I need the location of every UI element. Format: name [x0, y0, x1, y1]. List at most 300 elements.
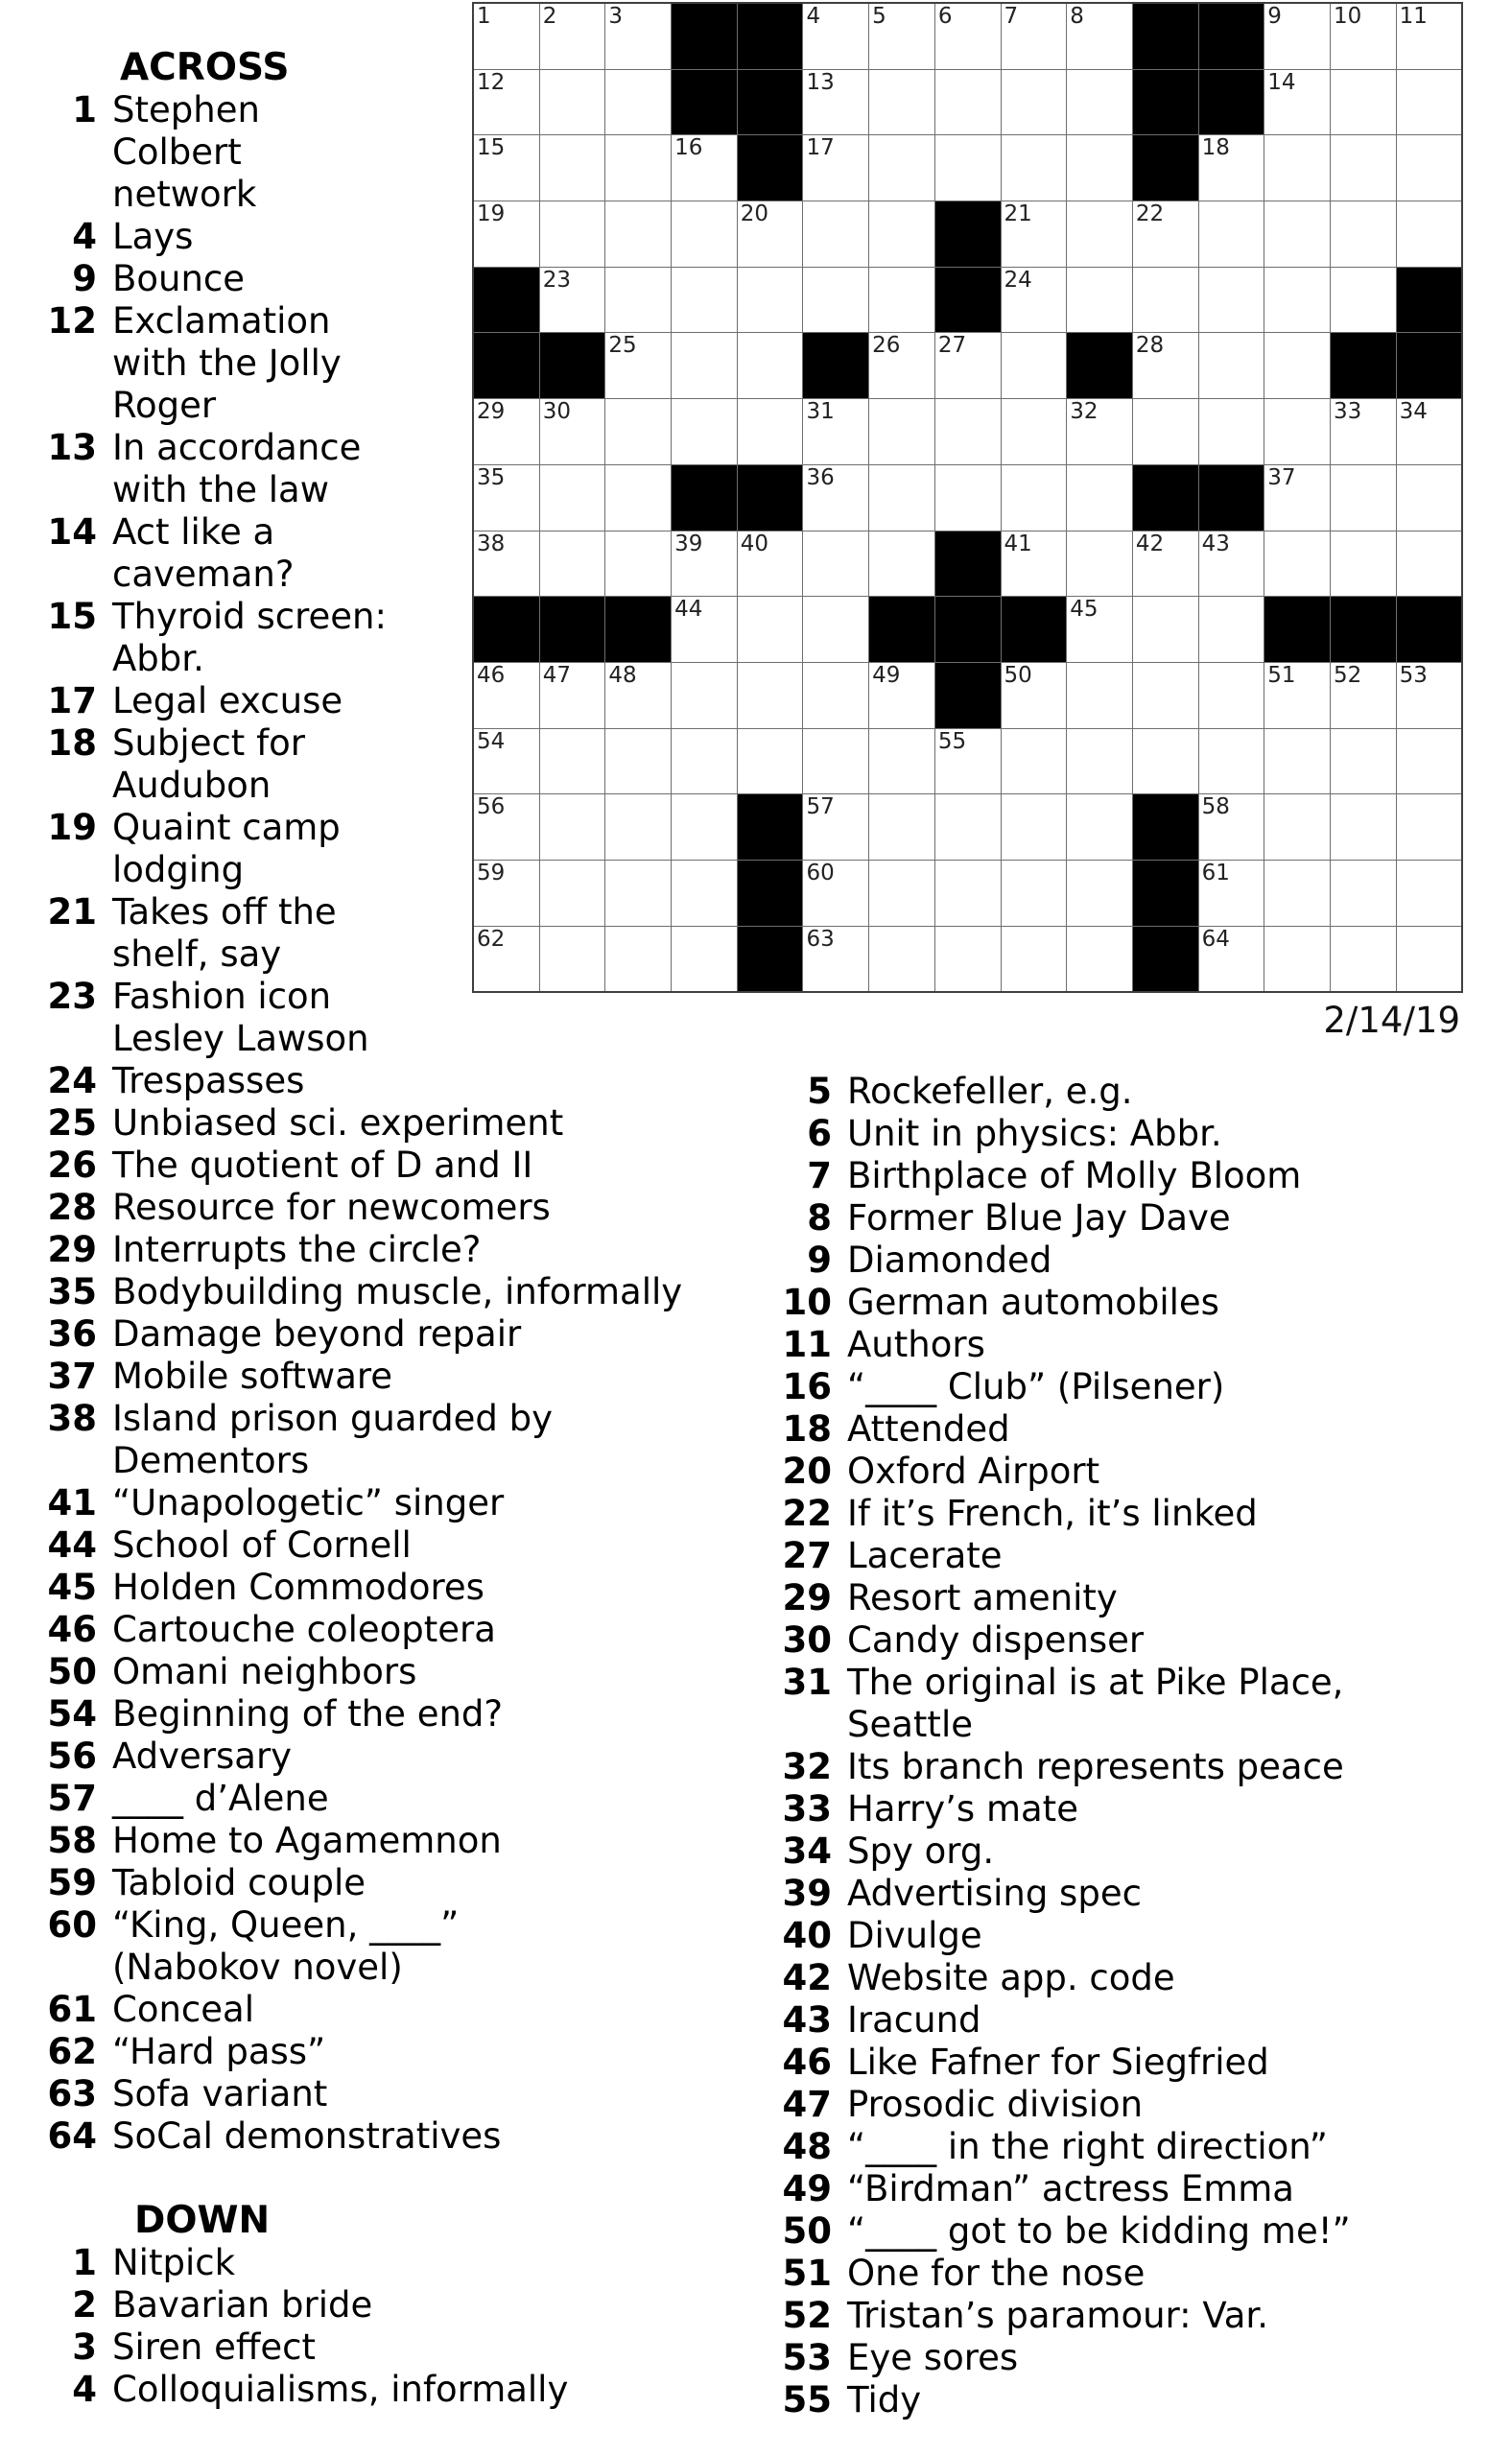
grid-cell[interactable]: [803, 794, 868, 860]
cell-number: 7: [1004, 4, 1019, 29]
grid-cell[interactable]: [803, 4, 868, 69]
grid-cell[interactable]: [1199, 268, 1264, 333]
grid-cell[interactable]: [935, 465, 1001, 531]
clue-number: 39: [782, 1873, 832, 1914]
grid-cell[interactable]: [803, 531, 868, 597]
clue-item: [720, 2295, 1351, 2337]
clue-text: Divulge: [847, 1915, 982, 1956]
grid-cell[interactable]: [1331, 268, 1396, 333]
grid-cell[interactable]: [1199, 333, 1264, 398]
grid-cell[interactable]: [1002, 70, 1067, 135]
grid-cell[interactable]: [1331, 663, 1396, 728]
clue-number: 34: [782, 1830, 832, 1872]
clue-number: 37: [47, 1356, 97, 1397]
grid-cell[interactable]: [1397, 927, 1462, 992]
clue-item: [0, 680, 682, 722]
cell-number: 25: [608, 333, 637, 359]
grid-cell[interactable]: [1133, 399, 1198, 464]
grid-cell-black: [1133, 861, 1198, 926]
across-clue-list: [0, 89, 682, 2158]
clue-text: “Unapologetic” singer: [112, 1482, 505, 1523]
grid-cell[interactable]: [738, 201, 803, 267]
clue-text: German automobiles: [847, 1282, 1219, 1323]
grid-cell[interactable]: [1002, 268, 1067, 333]
cell-number: 35: [477, 464, 506, 490]
grid-cell[interactable]: [1264, 333, 1330, 398]
grid-cell[interactable]: [1199, 729, 1264, 794]
grid-cell[interactable]: [1397, 794, 1462, 860]
grid-cell[interactable]: [1397, 135, 1462, 201]
grid-cell[interactable]: [1264, 201, 1330, 267]
clue-number: 9: [807, 1240, 832, 1281]
grid-cell[interactable]: [869, 135, 934, 201]
grid-cell[interactable]: [1133, 663, 1198, 728]
grid-cell[interactable]: [1331, 729, 1396, 794]
grid-cell[interactable]: [803, 465, 868, 531]
grid-cell[interactable]: [1067, 794, 1132, 860]
clue-number: 55: [782, 2379, 832, 2421]
grid-cell-black: [1397, 597, 1462, 662]
grid-cell[interactable]: [1002, 465, 1067, 531]
grid-cell[interactable]: [869, 927, 934, 992]
grid-cell[interactable]: [1002, 135, 1067, 201]
clue-text: Eye sores: [847, 2337, 1019, 2378]
grid-cell-black: [738, 70, 803, 135]
clue-text: Former Blue Jay Dave: [847, 1197, 1231, 1239]
grid-cell[interactable]: [935, 399, 1001, 464]
grid-cell[interactable]: [1002, 729, 1067, 794]
grid-cell[interactable]: [1199, 794, 1264, 860]
clue-text: Trespasses: [112, 1060, 305, 1101]
clue-number: 40: [782, 1915, 832, 1956]
grid-cell[interactable]: [1133, 201, 1198, 267]
grid-cell[interactable]: [869, 531, 934, 597]
grid-cell[interactable]: [1397, 465, 1462, 531]
grid-cell[interactable]: [1002, 861, 1067, 926]
clue-item: [720, 1619, 1351, 1662]
clue-number: 45: [47, 1567, 97, 1608]
clue-item: [0, 976, 682, 1060]
grid-cell[interactable]: [738, 597, 803, 662]
clue-number: 38: [47, 1398, 97, 1439]
grid-cell[interactable]: [1264, 861, 1330, 926]
clue-number: 49: [782, 2168, 832, 2209]
clue-item: [720, 1788, 1351, 1830]
grid-cell[interactable]: [1397, 861, 1462, 926]
clue-number: 10: [782, 1282, 832, 1323]
grid-cell-black: [1331, 333, 1396, 398]
grid-cell[interactable]: [1067, 268, 1132, 333]
clue-number: 19: [47, 807, 97, 848]
clue-text: Stephen Colbert network: [112, 89, 260, 215]
grid-cell[interactable]: [803, 70, 868, 135]
cell-number: 30: [542, 399, 571, 425]
grid-cell[interactable]: [1264, 465, 1330, 531]
clue-item: [0, 2073, 682, 2115]
clue-item: [0, 258, 682, 300]
grid-cell-black: [1331, 597, 1396, 662]
clue-text: Cartouche coleoptera: [112, 1609, 496, 1650]
grid-cell[interactable]: [1067, 70, 1132, 135]
grid-cell[interactable]: [869, 268, 934, 333]
clue-number: 32: [782, 1746, 832, 1787]
grid-cell[interactable]: [1199, 399, 1264, 464]
clue-text: Lays: [112, 216, 194, 257]
grid-cell[interactable]: [869, 201, 934, 267]
clue-text: Colloquialisms, informally: [112, 2369, 569, 2410]
clue-number: 51: [782, 2253, 832, 2294]
clue-text: Resource for newcomers: [112, 1187, 551, 1228]
grid-cell[interactable]: [803, 663, 868, 728]
clue-text: The original is at Pike Place, Seattle: [847, 1662, 1344, 1745]
clue-number: 26: [47, 1145, 97, 1186]
cell-number: 33: [1333, 399, 1362, 425]
grid-cell[interactable]: [935, 4, 1001, 69]
grid-cell[interactable]: [869, 465, 934, 531]
grid-cell[interactable]: [1067, 861, 1132, 926]
clue-text: Oxford Airport: [847, 1451, 1100, 1492]
cell-number: 1: [477, 4, 491, 29]
clue-number: 50: [47, 1651, 97, 1692]
grid-cell[interactable]: [1264, 70, 1330, 135]
grid-cell[interactable]: [935, 729, 1001, 794]
grid-cell-black: [1002, 597, 1067, 662]
grid-cell[interactable]: [1264, 268, 1330, 333]
clue-number: 4: [72, 216, 97, 257]
clue-text: Attended: [847, 1408, 1010, 1450]
clue-number: 3: [72, 2326, 97, 2368]
grid-cell[interactable]: [1264, 729, 1330, 794]
clue-item: [720, 1282, 1351, 1324]
grid-cell-black: [738, 135, 803, 201]
clue-number: 8: [807, 1197, 832, 1239]
grid-cell[interactable]: [1067, 4, 1132, 69]
clue-item: [720, 2084, 1351, 2126]
grid-cell-black: [1199, 465, 1264, 531]
clue-number: 57: [47, 1778, 97, 1819]
cell-number: 6: [937, 4, 953, 29]
clue-number: 56: [47, 1736, 97, 1777]
cell-number: 60: [806, 860, 835, 886]
grid-cell[interactable]: [1331, 927, 1396, 992]
clue-text: Unit in physics: Abbr.: [847, 1113, 1222, 1154]
clue-number: 48: [782, 2126, 832, 2167]
grid-cell[interactable]: [1397, 4, 1462, 69]
cell-number: 8: [1070, 4, 1084, 29]
clue-item: [0, 1060, 682, 1102]
grid-cell-black: [738, 927, 803, 992]
grid-cell[interactable]: [1067, 135, 1132, 201]
cell-number: 46: [477, 662, 506, 688]
grid-cell[interactable]: [1133, 597, 1198, 662]
clue-number: 46: [47, 1609, 97, 1650]
grid-cell-black: [935, 201, 1001, 267]
grid-cell[interactable]: [935, 861, 1001, 926]
grid-cell-black: [1199, 4, 1264, 69]
grid-cell[interactable]: [1002, 531, 1067, 597]
down-left-clue-list: [0, 2242, 682, 2411]
clue-item: [720, 1999, 1351, 2042]
grid-cell[interactable]: [1397, 729, 1462, 794]
grid-cell[interactable]: [1133, 333, 1198, 398]
grid-cell[interactable]: [1199, 531, 1264, 597]
clue-text: Bounce: [112, 258, 246, 299]
grid-cell[interactable]: [803, 135, 868, 201]
grid-cell[interactable]: [803, 861, 868, 926]
clue-item: [0, 1989, 682, 2031]
grid-cell[interactable]: [935, 135, 1001, 201]
grid-cell[interactable]: [803, 399, 868, 464]
grid-cell[interactable]: [1264, 4, 1330, 69]
clue-item: [0, 216, 682, 258]
cell-number: 53: [1399, 662, 1428, 688]
clue-item: [720, 1830, 1351, 1873]
clue-number: 63: [47, 2073, 97, 2114]
clue-item: [720, 1746, 1351, 1788]
clue-number: 14: [47, 511, 97, 553]
clue-number: 24: [47, 1060, 97, 1101]
clue-number: 1: [72, 89, 97, 130]
clue-number: 11: [782, 1324, 832, 1365]
clue-item: [0, 1145, 682, 1187]
clue-item: [0, 1778, 682, 1820]
cell-number: 42: [1135, 531, 1165, 556]
grid-cell[interactable]: [1331, 794, 1396, 860]
cell-number: 31: [806, 399, 835, 425]
grid-cell[interactable]: [869, 663, 934, 728]
grid-cell[interactable]: [1331, 861, 1396, 926]
grid-cell[interactable]: [1133, 729, 1198, 794]
grid-cell[interactable]: [803, 729, 868, 794]
grid-cell[interactable]: [1331, 201, 1396, 267]
grid-cell[interactable]: [935, 333, 1001, 398]
grid-cell[interactable]: [803, 268, 868, 333]
grid-cell-black: [1133, 465, 1198, 531]
cell-number: 9: [1267, 4, 1282, 29]
grid-cell[interactable]: [869, 333, 934, 398]
cell-number: 37: [1267, 464, 1296, 490]
cell-number: 12: [477, 69, 506, 95]
grid-cell[interactable]: [1133, 531, 1198, 597]
clue-number: 20: [782, 1451, 832, 1492]
clue-item: [0, 1229, 682, 1271]
cell-number: 54: [477, 728, 506, 754]
clue-text: Conceal: [112, 1989, 254, 2030]
grid-cell[interactable]: [1397, 201, 1462, 267]
grid-cell[interactable]: [1331, 70, 1396, 135]
grid-cell[interactable]: [935, 70, 1001, 135]
clue-text: Lacerate: [847, 1535, 1003, 1576]
grid-cell[interactable]: [1397, 663, 1462, 728]
grid-cell[interactable]: [1002, 333, 1067, 398]
grid-cell[interactable]: [1002, 663, 1067, 728]
clue-number: 42: [782, 1957, 832, 1998]
clue-item: [0, 1187, 682, 1229]
clue-text: One for the nose: [847, 2253, 1146, 2294]
grid-cell[interactable]: [869, 861, 934, 926]
grid-cell[interactable]: [803, 597, 868, 662]
grid-cell[interactable]: [1067, 201, 1132, 267]
clue-text: ____ d’Alene: [112, 1778, 329, 1819]
grid-cell[interactable]: [738, 729, 803, 794]
clue-number: 15: [47, 596, 97, 637]
grid-cell[interactable]: [1331, 399, 1396, 464]
grid-cell-black: [738, 794, 803, 860]
clue-number: 29: [782, 1577, 832, 1618]
grid-cell[interactable]: [1331, 135, 1396, 201]
grid-cell-black: [803, 333, 868, 398]
grid-cell[interactable]: [1397, 531, 1462, 597]
grid-cell[interactable]: [1067, 927, 1132, 992]
grid-cell[interactable]: [1199, 861, 1264, 926]
left-clue-column: [0, 47, 682, 2411]
grid-cell[interactable]: [1067, 729, 1132, 794]
cell-number: 16: [674, 135, 703, 161]
grid-cell[interactable]: [738, 531, 803, 597]
grid-cell[interactable]: [1331, 4, 1396, 69]
cell-number: 13: [806, 69, 835, 95]
clue-item: [0, 891, 682, 976]
grid-cell-black: [1133, 135, 1198, 201]
grid-cell-black: [738, 861, 803, 926]
grid-cell[interactable]: [738, 268, 803, 333]
clue-item: [0, 2031, 682, 2073]
grid-cell[interactable]: [1264, 794, 1330, 860]
grid-cell[interactable]: [1067, 531, 1132, 597]
grid-cell[interactable]: [738, 333, 803, 398]
grid-cell[interactable]: [1199, 135, 1264, 201]
cell-number: 62: [477, 926, 506, 952]
clue-text: Birthplace of Molly Bloom: [847, 1155, 1302, 1196]
clue-number: 31: [782, 1662, 832, 1703]
grid-cell[interactable]: [738, 663, 803, 728]
grid-cell[interactable]: [803, 201, 868, 267]
clue-item: [720, 2168, 1351, 2210]
cell-number: 40: [740, 531, 769, 556]
cell-number: 10: [1333, 4, 1362, 29]
clue-item: [0, 1820, 682, 1862]
grid-cell[interactable]: [869, 729, 934, 794]
clue-item: [720, 1240, 1351, 1282]
grid-cell-black: [738, 4, 803, 69]
clue-number: 30: [782, 1619, 832, 1661]
grid-cell[interactable]: [1067, 399, 1132, 464]
clue-item: [720, 1493, 1351, 1535]
grid-cell[interactable]: [1067, 663, 1132, 728]
grid-cell[interactable]: [1264, 399, 1330, 464]
clue-item: [0, 1482, 682, 1524]
clue-item: [0, 1356, 682, 1398]
grid-cell[interactable]: [1002, 201, 1067, 267]
clue-number: 36: [47, 1313, 97, 1355]
clue-item: [0, 2242, 682, 2284]
cell-number: 27: [937, 333, 967, 359]
grid-cell[interactable]: [1199, 597, 1264, 662]
cell-number: 58: [1201, 794, 1230, 820]
grid-cell[interactable]: [869, 4, 934, 69]
clue-text: Advertising spec: [847, 1873, 1142, 1914]
clue-text: If it’s French, it’s linked: [847, 1493, 1258, 1534]
clue-text: Bavarian bride: [112, 2284, 373, 2326]
grid-cell[interactable]: [1264, 531, 1330, 597]
clue-number: 28: [47, 1187, 97, 1228]
clue-text: Siren effect: [112, 2326, 317, 2368]
clue-item: [720, 1366, 1351, 1408]
grid-cell-black: [1133, 794, 1198, 860]
clue-text: Iracund: [847, 1999, 981, 2041]
clue-number: 16: [782, 1366, 832, 1407]
grid-cell[interactable]: [1199, 663, 1264, 728]
grid-cell[interactable]: [738, 399, 803, 464]
grid-cell[interactable]: [1199, 201, 1264, 267]
clue-item: [720, 1915, 1351, 1957]
clue-text: Fashion icon Lesley Lawson: [112, 976, 369, 1059]
grid-cell[interactable]: [869, 70, 934, 135]
grid-cell[interactable]: [935, 927, 1001, 992]
clue-item: [0, 1904, 682, 1989]
clue-item: [0, 511, 682, 596]
grid-cell[interactable]: [1397, 70, 1462, 135]
grid-cell[interactable]: [1264, 135, 1330, 201]
cell-number: 50: [1004, 662, 1032, 688]
clue-text: SoCal demonstratives: [112, 2115, 502, 2157]
grid-cell-black: [1133, 4, 1198, 69]
clue-item: [0, 1651, 682, 1693]
grid-cell[interactable]: [1002, 399, 1067, 464]
clue-text: “____ got to be kidding me!”: [847, 2210, 1351, 2252]
grid-cell[interactable]: [1331, 531, 1396, 597]
grid-cell[interactable]: [869, 794, 934, 860]
grid-cell[interactable]: [1397, 399, 1462, 464]
clue-text: Quaint camp lodging: [112, 807, 341, 890]
clue-text: Unbiased sci. experiment: [112, 1102, 564, 1144]
clue-item: [720, 1577, 1351, 1619]
clue-number: 54: [47, 1693, 97, 1735]
grid-cell[interactable]: [1264, 927, 1330, 992]
cell-number: 49: [872, 662, 901, 688]
clue-number: 46: [782, 2042, 832, 2083]
clue-number: 58: [47, 1820, 97, 1861]
grid-cell[interactable]: [1331, 465, 1396, 531]
grid-cell[interactable]: [1002, 927, 1067, 992]
clue-text: Holden Commodores: [112, 1567, 484, 1608]
grid-cell[interactable]: [1199, 927, 1264, 992]
grid-cell[interactable]: [869, 399, 934, 464]
clue-number: 29: [47, 1229, 97, 1270]
clue-item: [0, 1736, 682, 1778]
grid-cell-black: [1067, 333, 1132, 398]
grid-cell[interactable]: [1002, 4, 1067, 69]
clue-number: 60: [47, 1904, 97, 1946]
grid-cell[interactable]: [803, 927, 868, 992]
grid-cell[interactable]: [935, 794, 1001, 860]
grid-cell[interactable]: [1002, 794, 1067, 860]
grid-cell-black: [1397, 333, 1462, 398]
grid-cell[interactable]: [1067, 465, 1132, 531]
grid-cell[interactable]: [1264, 663, 1330, 728]
clue-item: [720, 1408, 1351, 1451]
clue-item: [720, 2379, 1351, 2421]
clue-text: Spy org.: [847, 1830, 995, 1872]
grid-cell-black: [935, 268, 1001, 333]
cell-number: 57: [806, 794, 835, 820]
cell-number: 17: [806, 135, 835, 161]
clue-text: Harry’s mate: [847, 1788, 1078, 1830]
grid-cell[interactable]: [1133, 268, 1198, 333]
clue-text: “____ Club” (Pilsener): [847, 1366, 1225, 1407]
clue-item: [0, 596, 682, 680]
grid-cell[interactable]: [1067, 597, 1132, 662]
